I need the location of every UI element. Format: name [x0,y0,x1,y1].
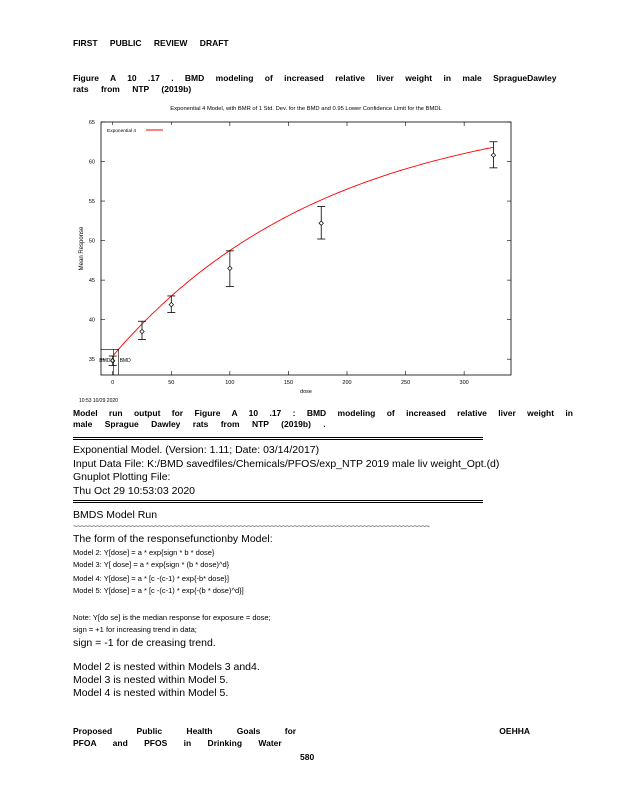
output-run-title: BMDS Model Run [73,509,158,521]
y-tick-label: 35 [88,357,95,364]
x-tick-label: 300 [459,380,469,386]
run-caption-text: Model run output for Figure A 10 .17 : BMD modeling of increased relative liver weight in [73,408,573,418]
run-caption-line1 [73,408,573,418]
data-point [491,153,495,157]
figure-caption-text: Figure A 10 .17 . BMD modeling of increased relative liver weight in male Sprague [73,73,528,83]
model4-formula [73,574,229,585]
note-median: Note: Y[do se] is the median response for exposure = dose; [73,613,271,622]
footer-agency: OEHHA [499,726,530,736]
data-point [319,221,323,225]
y-tick-label: 60 [88,159,95,166]
plot-frame [101,122,511,375]
data-point [140,329,144,333]
y-axis-label: Mean Response [79,226,85,271]
footer-title: Proposed Public Health Goals for [73,726,297,736]
nesting-line2: Model 3 is nested within Model 5. [73,674,229,686]
x-tick-label: 100 [225,380,235,386]
output-gnuplot: Gnuplot Plotting File: [73,471,171,483]
x-tick-label: 150 [283,380,294,386]
tilde-rule: ~~~~~~~~~~~~~~~~~~~~~~~~~~~~~~~~~~~~~~~~~~~~~~~~~~~~~~~~~~~~~~~~~~~~~~~~~~~~~~~~~~~~~~~~~~~~ [73,522,430,531]
model4-formula-text: Model 4: Y[dose] = a * [c -(c-1) * exp{-b* dose}] [73,574,229,583]
output-version: Exponential Model. (Version: 1.11; Date: 03/14/2017) [73,444,320,456]
data-point [169,302,173,306]
figure-caption-line2: rats from NTP (2019b) [73,84,192,94]
figure-caption [73,73,557,94]
figure-caption-end: Dawley [527,73,557,83]
output-input-file: Input Data File: K:/BMD savedfiles/Chemicals/PFOS/exp_NTP 2019 male liv weight_Opt.(d) [73,458,500,470]
x-tick-label: 250 [400,380,411,386]
footer-line2: PFOA and PFOS in Drinking Water [73,738,282,748]
legend-label: Exponential 4 [107,129,137,134]
page-number: 580 [300,752,315,762]
x-tick-label: 200 [342,380,352,386]
bmd-chart [73,100,543,405]
y-tick-label: 55 [88,199,95,206]
x-tick-label: 0 [111,380,115,386]
y-tick-label: 45 [88,278,95,285]
model5-formula: Model 5: Y[dose] = a * [c -(c-1) * exp{-(b * dose)^d}] [73,586,244,595]
footer-line1 [73,726,530,736]
output-response-form: The form of the responsefunctionby Model: [73,533,273,545]
bmd-label: BMD [119,358,131,364]
model-curve [114,147,494,355]
y-tick-label: 40 [88,317,95,324]
y-tick-label: 50 [88,238,95,245]
model2-formula: Model 2: Y[dose] = a * exp{sign * b * dose} [73,548,215,557]
nesting-line1: Model 2 is nested within Models 3 and4. [73,661,260,673]
page-footer [73,726,530,748]
nesting-line3: Model 4 is nested within Model 5. [73,687,229,699]
x-tick-label: 50 [168,380,175,386]
chart-timestamp: 10:53 10/29 2020 [79,398,118,404]
y-tick-label: 65 [88,120,95,126]
figure-caption-line1 [73,73,557,83]
run-caption [73,408,573,429]
divider-rule [73,437,483,440]
data-point [228,266,232,270]
run-caption-line2: male Sprague Dawley rats from NTP (2019b) . [73,419,326,429]
note-sign-increasing: sign = +1 for increasing trend in data; [73,625,197,634]
note-sign-decreasing: sign = -1 for de creasing trend. [73,637,216,649]
bmdl-label: BMDL [99,358,114,364]
output-date: Thu Oct 29 10:53:03 2020 [73,485,196,497]
page-header: FIRST PUBLIC REVIEW DRAFT [73,38,229,48]
chart-svg [73,100,543,405]
chart-title: Exponential 4 Model, with BMR of 1 Std. Dev. for the BMD and 0.95 Lower Confidence Limit for the BMDL [170,106,442,112]
x-axis-label: dose [300,389,312,395]
divider-rule [73,500,483,503]
model3-formula: Model 3: Y[ dose] = a * exp{sign * (b * dose)^d} [73,560,230,569]
